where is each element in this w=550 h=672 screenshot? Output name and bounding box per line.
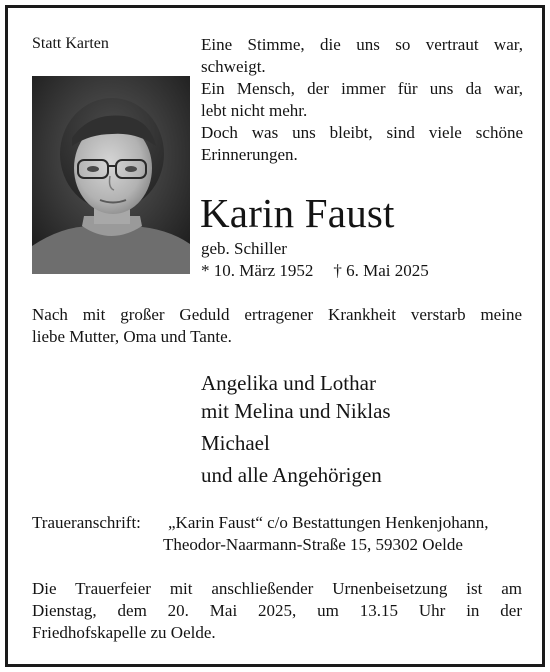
birth-date: * 10. März 1952 (201, 261, 314, 280)
poem-line: lebt nicht mehr. (201, 101, 308, 120)
mourner-line: mit Melina und Niklas (201, 399, 391, 423)
portrait-photo (32, 76, 190, 274)
mourner-line: und alle Angehörigen (201, 463, 382, 487)
announcement-line: liebe Mutter, Oma und Tante. (32, 327, 232, 346)
announcement-line: Nach mit großer Geduld ertragener Krankheit verstarb meine (32, 305, 522, 324)
address-line-1: „Karin Faust“ c/o Bestattungen Henkenjohann, (168, 513, 489, 532)
service-line: Friedhofskapelle zu Oelde. (32, 623, 216, 642)
address-line-2: Theodor-Naarmann-Straße 15, 59302 Oelde (163, 535, 463, 554)
poem-line: Eine Stimme, die uns so vertraut war, (201, 35, 523, 54)
birth-name: geb. Schiller (201, 239, 287, 258)
mourner-line: Angelika und Lothar (201, 371, 376, 395)
death-announcement (32, 304, 522, 348)
life-dates (201, 260, 429, 282)
poem-line: Erinnerungen. (201, 145, 298, 164)
death-date: † 6. Mai 2025 (333, 261, 429, 280)
deceased-name: Karin Faust (200, 190, 395, 236)
service-line: Dienstag, dem 20. Mai 2025, um 13.15 Uhr in der (32, 601, 522, 620)
funeral-service-info (32, 578, 522, 644)
service-line: Die Trauerfeier mit anschließender Urnenbeisetzung ist am (32, 579, 522, 598)
statt-karten-label: Statt Karten (32, 35, 109, 52)
memorial-poem (201, 34, 523, 166)
mourner-line: Michael (201, 431, 270, 455)
poem-line: schweigt. (201, 57, 266, 76)
poem-line: Doch was uns bleibt, sind viele schöne (201, 123, 523, 142)
address-label: Traueranschrift: (32, 513, 141, 532)
portrait-illustration (32, 76, 190, 274)
poem-line: Ein Mensch, der immer für uns da war, (201, 79, 523, 98)
